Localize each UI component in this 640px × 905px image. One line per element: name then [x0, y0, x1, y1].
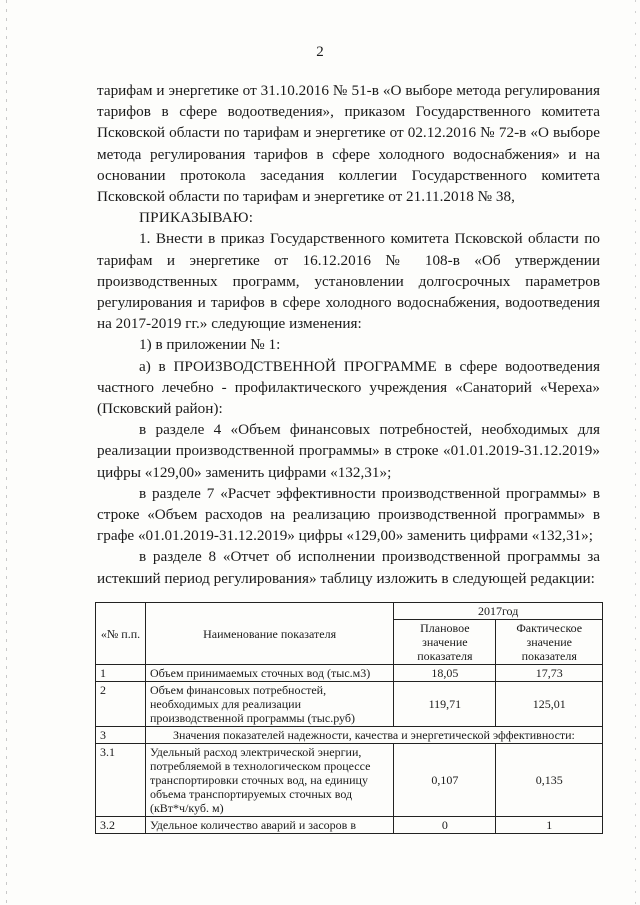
row-name: Удельный расход электрической энергии, потребляемой в технологическом процессе транспортировки сточных вод, на единицу объема транспортируемых сточных вод (кВт*ч/куб. м) — [145, 744, 393, 817]
paragraph-section-7: в разделе 7 «Расчет эффективности производственной программы» в строке «Объем расходов на реализацию производственной программы» в графе «01.01.2019-31.12.2019» цифры «129,00» заменить цифрами «132,31»; — [97, 484, 600, 545]
row-plan: 0,107 — [394, 744, 496, 817]
paragraph-basis: тарифам и энергетике от 31.10.2016 № 51-в «О выборе метода регулирования тарифов в сфере водоотведения», приказом Государственного комитета Псковской области по тарифам и энергетике от 02.12.2016 № 72-в «О выборе метода регулирования тарифов в сфере холодного водоснабжения» и на основании протокола заседания коллегии Государственного комитета Псковской области по тарифам и энергетике от 21.11.2018 № 38, — [97, 82, 600, 206]
paragraph-section-8: в разделе 8 «Отчет об исполнении производственной программы за истекший период регулирования» таблицу изложить в следующей редакции: — [97, 548, 600, 587]
row-plan: 18,05 — [394, 665, 496, 682]
row-plan: 0 — [394, 817, 496, 834]
row-num: 3 — [96, 727, 146, 744]
paragraph-order: ПРИКАЗЫВАЮ: — [139, 209, 254, 227]
header-fact: Фактическое значение показателя — [496, 620, 603, 665]
row-fact: 0,135 — [496, 744, 603, 817]
report-table — [95, 602, 603, 834]
row-fact: 17,73 — [496, 665, 603, 682]
header-num: «№ п.п. — [96, 603, 146, 665]
paragraph-section-4: в разделе 4 «Объем финансовых потребностей, необходимых для реализации производственной программы» в строке «01.01.2019-31.12.2019» цифры «129,00» заменить цифрами «132,31»; — [97, 421, 600, 481]
row-num: 3.2 — [96, 817, 146, 834]
table-header-row — [96, 603, 603, 620]
table-row — [96, 817, 603, 834]
paragraph-amend: 1. Внести в приказ Государственного комитета Псковской области по тарифам и энергетике от 16.12.2016 № 108-в «Об утверждении производственных программ, установлении долгосрочных параметров регулирования и тарифов в сфере холодного водоснабжения, водоотведения на 2017-2019 гг.» следующие изменения: — [97, 230, 600, 333]
paragraph-program: а) в ПРОИЗВОДСТВЕННОЙ ПРОГРАММЕ в сфере водоотведения частного лечебно - профилактического учреждения «Санаторий «Череха» (Псковский район): — [97, 357, 600, 418]
table-row — [96, 665, 603, 682]
header-year: 2017год — [394, 603, 603, 620]
table-row — [96, 682, 603, 727]
row-name: Удельное количество аварий и засоров в — [145, 817, 393, 834]
row-num: 1 — [96, 665, 146, 682]
table-row — [96, 727, 603, 744]
document-body — [97, 80, 600, 589]
scan-edge-right — [635, 0, 636, 905]
row-num: 3.1 — [96, 744, 146, 817]
row-fact: 125,01 — [496, 682, 603, 727]
row-fact: 1 — [496, 817, 603, 834]
page-number: 2 — [316, 44, 324, 60]
row-num: 2 — [96, 682, 146, 727]
row-name: Объем финансовых потребностей, необходимых для реализации производственной программы (тыс.руб) — [145, 682, 393, 727]
header-name: Наименование показателя — [145, 603, 393, 665]
row-plan: 119,71 — [394, 682, 496, 727]
row-name: Объем принимаемых сточных вод (тыс.м3) — [145, 665, 393, 682]
paragraph-appendix: 1) в приложении № 1: — [139, 336, 281, 354]
table-row — [96, 744, 603, 817]
header-plan: Плановое значение показателя — [394, 620, 496, 665]
scan-edge-left — [6, 0, 7, 905]
row-section-heading: Значения показателей надежности, качества и энергетической эффективности: — [145, 727, 602, 744]
